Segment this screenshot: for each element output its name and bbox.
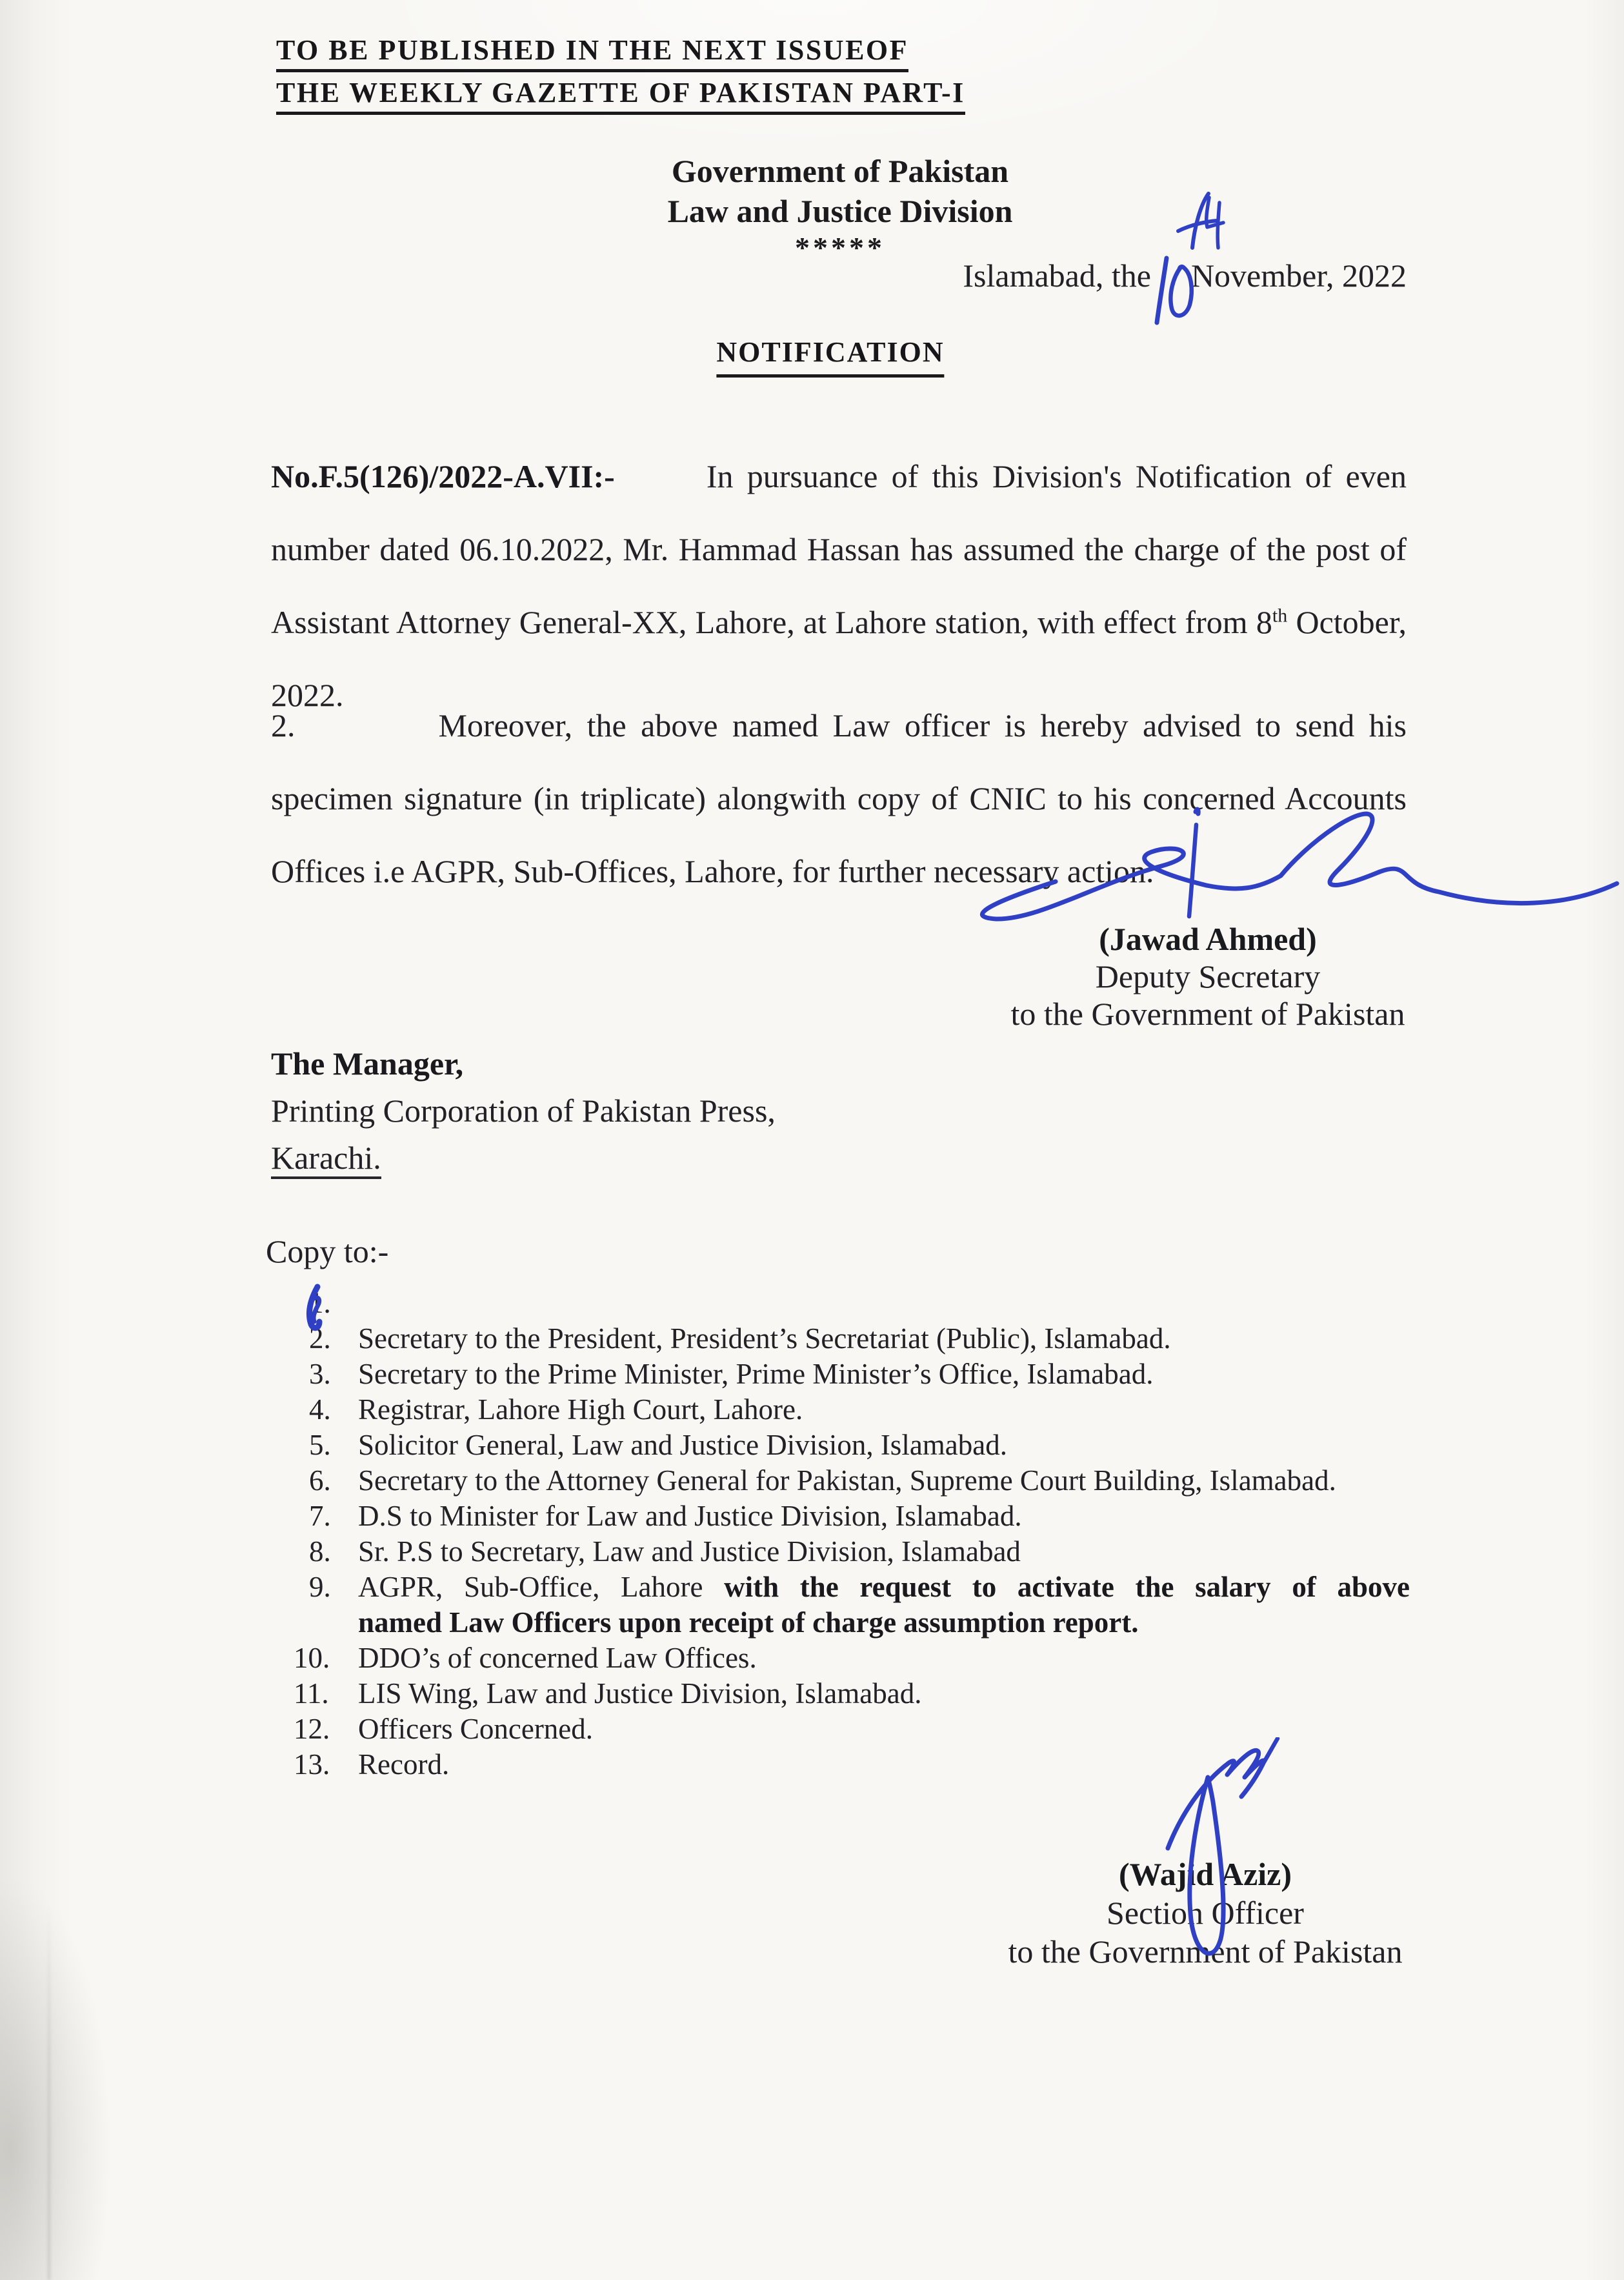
addressee-line-3: Karachi.: [271, 1135, 776, 1182]
deputy-secretary-signature: [947, 805, 1624, 938]
letterhead-government: Government of Pakistan: [671, 153, 1009, 189]
signatory-1-org: to the Government of Pakistan: [1010, 996, 1405, 1032]
scan-crease-artifact: [48, 1904, 50, 2280]
list-item: 12. Officers Concerned.: [294, 1713, 594, 1745]
handwritten-initials-mark: [1173, 188, 1234, 253]
signatory-1-title: Deputy Secretary: [1095, 958, 1321, 994]
section-officer-signature: [1130, 1737, 1285, 1989]
signatory-2-title: Section Officer: [1107, 1895, 1304, 1931]
letterhead: [668, 151, 1013, 265]
dateline-prefix: Islamabad, the: [963, 257, 1151, 294]
list-item: 2. Secretary to the President, President’s Secretariat (Public), Islamabad.: [309, 1322, 1171, 1355]
paragraph-2-number: 2.: [271, 707, 296, 743]
letterhead-division: Law and Justice Division: [667, 193, 1013, 229]
ink-mark-item-1: [302, 1282, 330, 1335]
ordinal-superscript: th: [1272, 605, 1288, 627]
list-item: 6. Secretary to the Attorney General for Pakistan, Supreme Court Building, Islamabad.: [309, 1464, 1336, 1497]
reference-number: No.F.5(126)/2022-A.VII:-: [271, 458, 615, 494]
addressee-line-1: The Manager,: [271, 1045, 464, 1082]
list-item: 10. DDO’s of concerned Law Offices.: [294, 1642, 757, 1674]
list-item: 13. Record.: [294, 1748, 450, 1781]
copy-to-label: Copy to:-: [266, 1233, 389, 1269]
signatory-1-name: (Jawad Ahmed): [1099, 921, 1317, 957]
dateline-suffix: November, 2022: [1190, 257, 1407, 294]
list-item: 8. Sr. P.S to Secretary, Law and Justice Division, Islamabad: [309, 1535, 1021, 1568]
list-item: 7. D.S to Minister for Law and Justice Division, Islamabad.: [309, 1500, 1022, 1532]
signatory-2-name: (Wajid Aziz): [1118, 1856, 1292, 1892]
list-item: 5. Solicitor General, Law and Justice Division, Islamabad.: [309, 1429, 1007, 1461]
copy-distribution-list: [294, 1286, 1410, 1782]
paragraph-1-text-end: October, 2022.: [271, 604, 1407, 713]
signatory-2-org: to the Government of Pakistan: [1008, 1933, 1403, 1970]
header-line-2: THE WEEKLY GAZETTE OF PAKISTAN PART-I: [276, 79, 965, 115]
addressee-line-2: Printing Corporation of Pakistan Press,: [271, 1093, 776, 1129]
letterhead-stars: *****: [794, 231, 885, 264]
list-item: 1.: [309, 1287, 331, 1319]
gazette-header: [276, 36, 965, 121]
dateline: [271, 257, 1407, 294]
list-item: 3. Secretary to the Prime Minister, Prime Minister’s Office, Islamabad.: [309, 1358, 1154, 1390]
notification-title: NOTIFICATION: [716, 336, 944, 378]
paragraph-2-text: Moreover, the above named Law officer is hereby advised to send his specimen signature (in triplicate) alongwith copy of CNIC to his concerned Accounts Offices i.e AGPR, Sub-Offices, Lahore, for further necessary action.: [271, 707, 1407, 889]
header-line-1: TO BE PUBLISHED IN THE NEXT ISSUEOF: [276, 36, 908, 72]
addressee-block: [271, 1040, 776, 1182]
handwritten-day-number: [1152, 250, 1201, 328]
list-item: 11. LIS Wing, Law and Justice Division, Islamabad.: [294, 1677, 922, 1710]
list-item-agpr: 9. AGPR, Sub-Office, Lahore with the request to activate the salary of above named Law Officers upon receipt of charge assumption report.: [309, 1571, 1410, 1639]
paragraph-1-text: In pursuance of this Division's Notification of even number dated 06.10.2022, Mr. Hammad Hassan has assumed the charge of the post of Assistant Attorney General-XX, Lahore, at Lahore station, with effect from 8: [271, 458, 1407, 640]
signatory-deputy-secretary: [1011, 920, 1405, 1033]
list-item: 4. Registrar, Lahore High Court, Lahore.: [309, 1393, 803, 1426]
paragraph-1: [271, 440, 1407, 732]
